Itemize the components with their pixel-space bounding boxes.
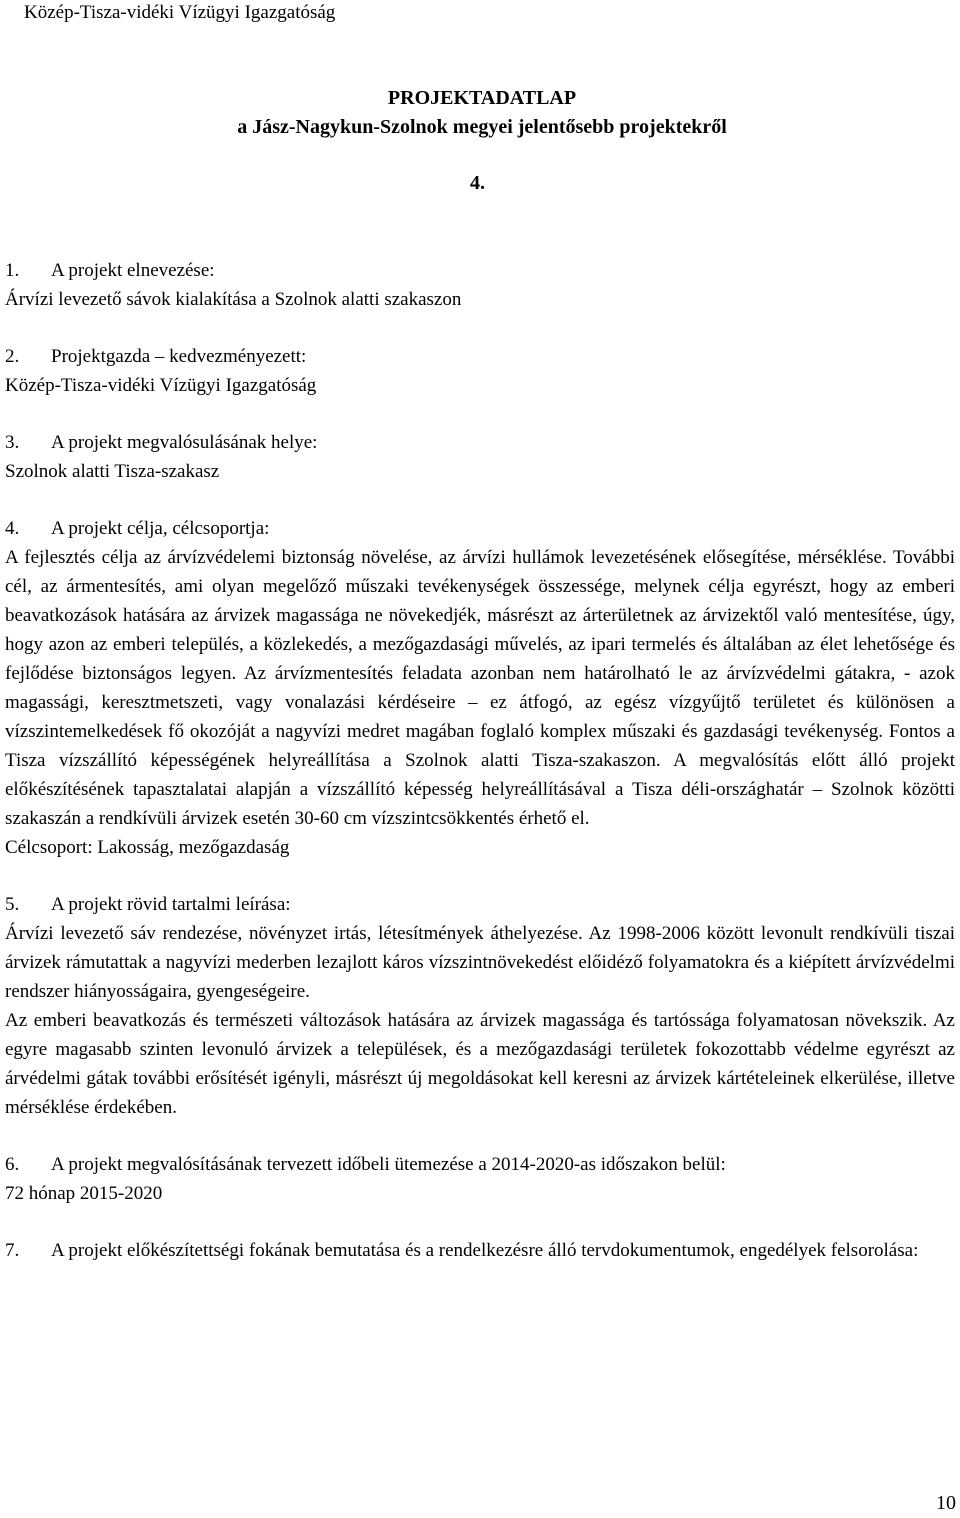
document-subtitle: a Jász-Nagykun-Szolnok megyei jelentősebb projektekről [237, 116, 727, 138]
section-2 [5, 342, 955, 400]
section-text: Árvízi levezető sávok kialakítása a Szolnok alatti szakaszon [5, 289, 462, 310]
section-5 [5, 890, 955, 1122]
section-heading [5, 342, 955, 371]
section-number: 3. [5, 432, 20, 453]
document-title: PROJEKTADATLAP [387, 87, 577, 109]
section-6 [5, 1150, 955, 1208]
section-number: 2. [5, 346, 20, 367]
section-number: 4. [5, 518, 20, 539]
section-heading [5, 1150, 955, 1179]
section-paragraph: Az emberi beavatkozás és természeti változások hatására az árvizek magassága és tartóssága folyamatosan növekszik. Az egyre magasabb szinten levonuló árvizek a települések, és a mezőgazdasági területek fokozottabb védelme egyrészt az árvédelmi gátak további erősítését igényli, másrészt új megoldásokat kell keresni az árvizek kártételeinek elkerülése, illetve mérséklése érdekében. [5, 1010, 955, 1118]
section-heading [5, 890, 955, 919]
section-heading [5, 1236, 955, 1265]
section-heading [5, 256, 955, 285]
section-number: 1. [5, 260, 20, 281]
section-paragraph: A fejlesztés célja az árvízvédelemi biztonság növelése, az árvízi hullámok levezetésének elősegítése, mérséklése. További cél, az ármentesítés, ami olyan megelőző műszaki tevékenységek összessége, melynek célja egyrészt, hogy az emberi beavatkozások hatására az árvizek magassága ne növekedjék, másrészt az árterületnek az árvizektől való mentesítése, úgy, hogy azon az emberi település, a közlekedés, a mezőgazdasági művelés, az ipari termelés és általában az élet lehetősége és fejlődése biztonságos legyen. Az árvízmentesítés feladata azonban nem határolható le az árvízvédelmi gátakra, - azok magassági, keresztmetszeti, vagy vonalazási kérdéseire – ez átfogó, az egész vízgyűjtő területet és különösen a vízszintemelkedések fő okozóját a nagyvízi medret magában foglaló komplex műszaki és gazdasági tevékenység. Fontos a Tisza vízszállító képességének helyreállítása a Szolnok alatti Tisza-szakaszon. A megvalósítás előtt álló projekt előkészítésének tapasztalatai alapján a vízszállító képesség helyreállításával a Tisza déli-országhatár – Szolnok közötti szakaszán a rendkívüli árvizek esetén 30-60 cm vízszintcsökkentés érhető el. [5, 547, 955, 829]
section-3 [5, 428, 955, 486]
section-title: A projekt célja, célcsoportja: [51, 518, 270, 539]
section-heading [5, 428, 955, 457]
section-heading [5, 514, 955, 543]
section-title: A projekt elnevezése: [51, 260, 215, 281]
section-7 [5, 1236, 955, 1265]
title-block [0, 84, 960, 142]
section-text: Szolnok alatti Tisza-szakasz [5, 461, 220, 482]
section-1 [5, 256, 955, 314]
page-number: 10 [936, 1492, 956, 1514]
section-title: A projekt megvalósításának tervezett időbeli ütemezése a 2014-2020-as időszakon belül: [51, 1154, 726, 1175]
section-title: A projekt előkészítettségi fokának bemutatása és a rendelkezésre álló tervdokumentumok, engedélyek felsorolása: [51, 1240, 919, 1261]
section-paragraph: Árvízi levezető sáv rendezése, növényzet irtás, létesítmények áthelyezése. Az 1998-2006 között levonult rendkívüli tiszai árvizek rámutattak a nagyvízi mederben lezajlott káros vízszintnövekedést előidéző folyamatokra és a kiépített árvízvédelmi rendszer hiányosságaira, gyengeségeire. [5, 923, 955, 1002]
section-4 [5, 514, 955, 862]
section-number: 5. [5, 894, 20, 915]
section-number: 7. [5, 1240, 20, 1261]
document-number: 4. [470, 172, 485, 194]
section-title: A projekt megvalósulásának helye: [51, 432, 318, 453]
header-organization: Közép-Tisza-vidéki Vízügyi Igazgatóság [24, 2, 336, 23]
section-title: A projekt rövid tartalmi leírása: [51, 894, 291, 915]
section-number: 6. [5, 1154, 20, 1175]
section-title: Projektgazda – kedvezményezett: [51, 346, 307, 367]
section-target-group: Célcsoport: Lakosság, mezőgazdaság [5, 837, 290, 858]
section-text: Közép-Tisza-vidéki Vízügyi Igazgatóság [5, 375, 317, 396]
document-body [5, 256, 955, 1265]
section-text: 72 hónap 2015-2020 [5, 1183, 163, 1204]
